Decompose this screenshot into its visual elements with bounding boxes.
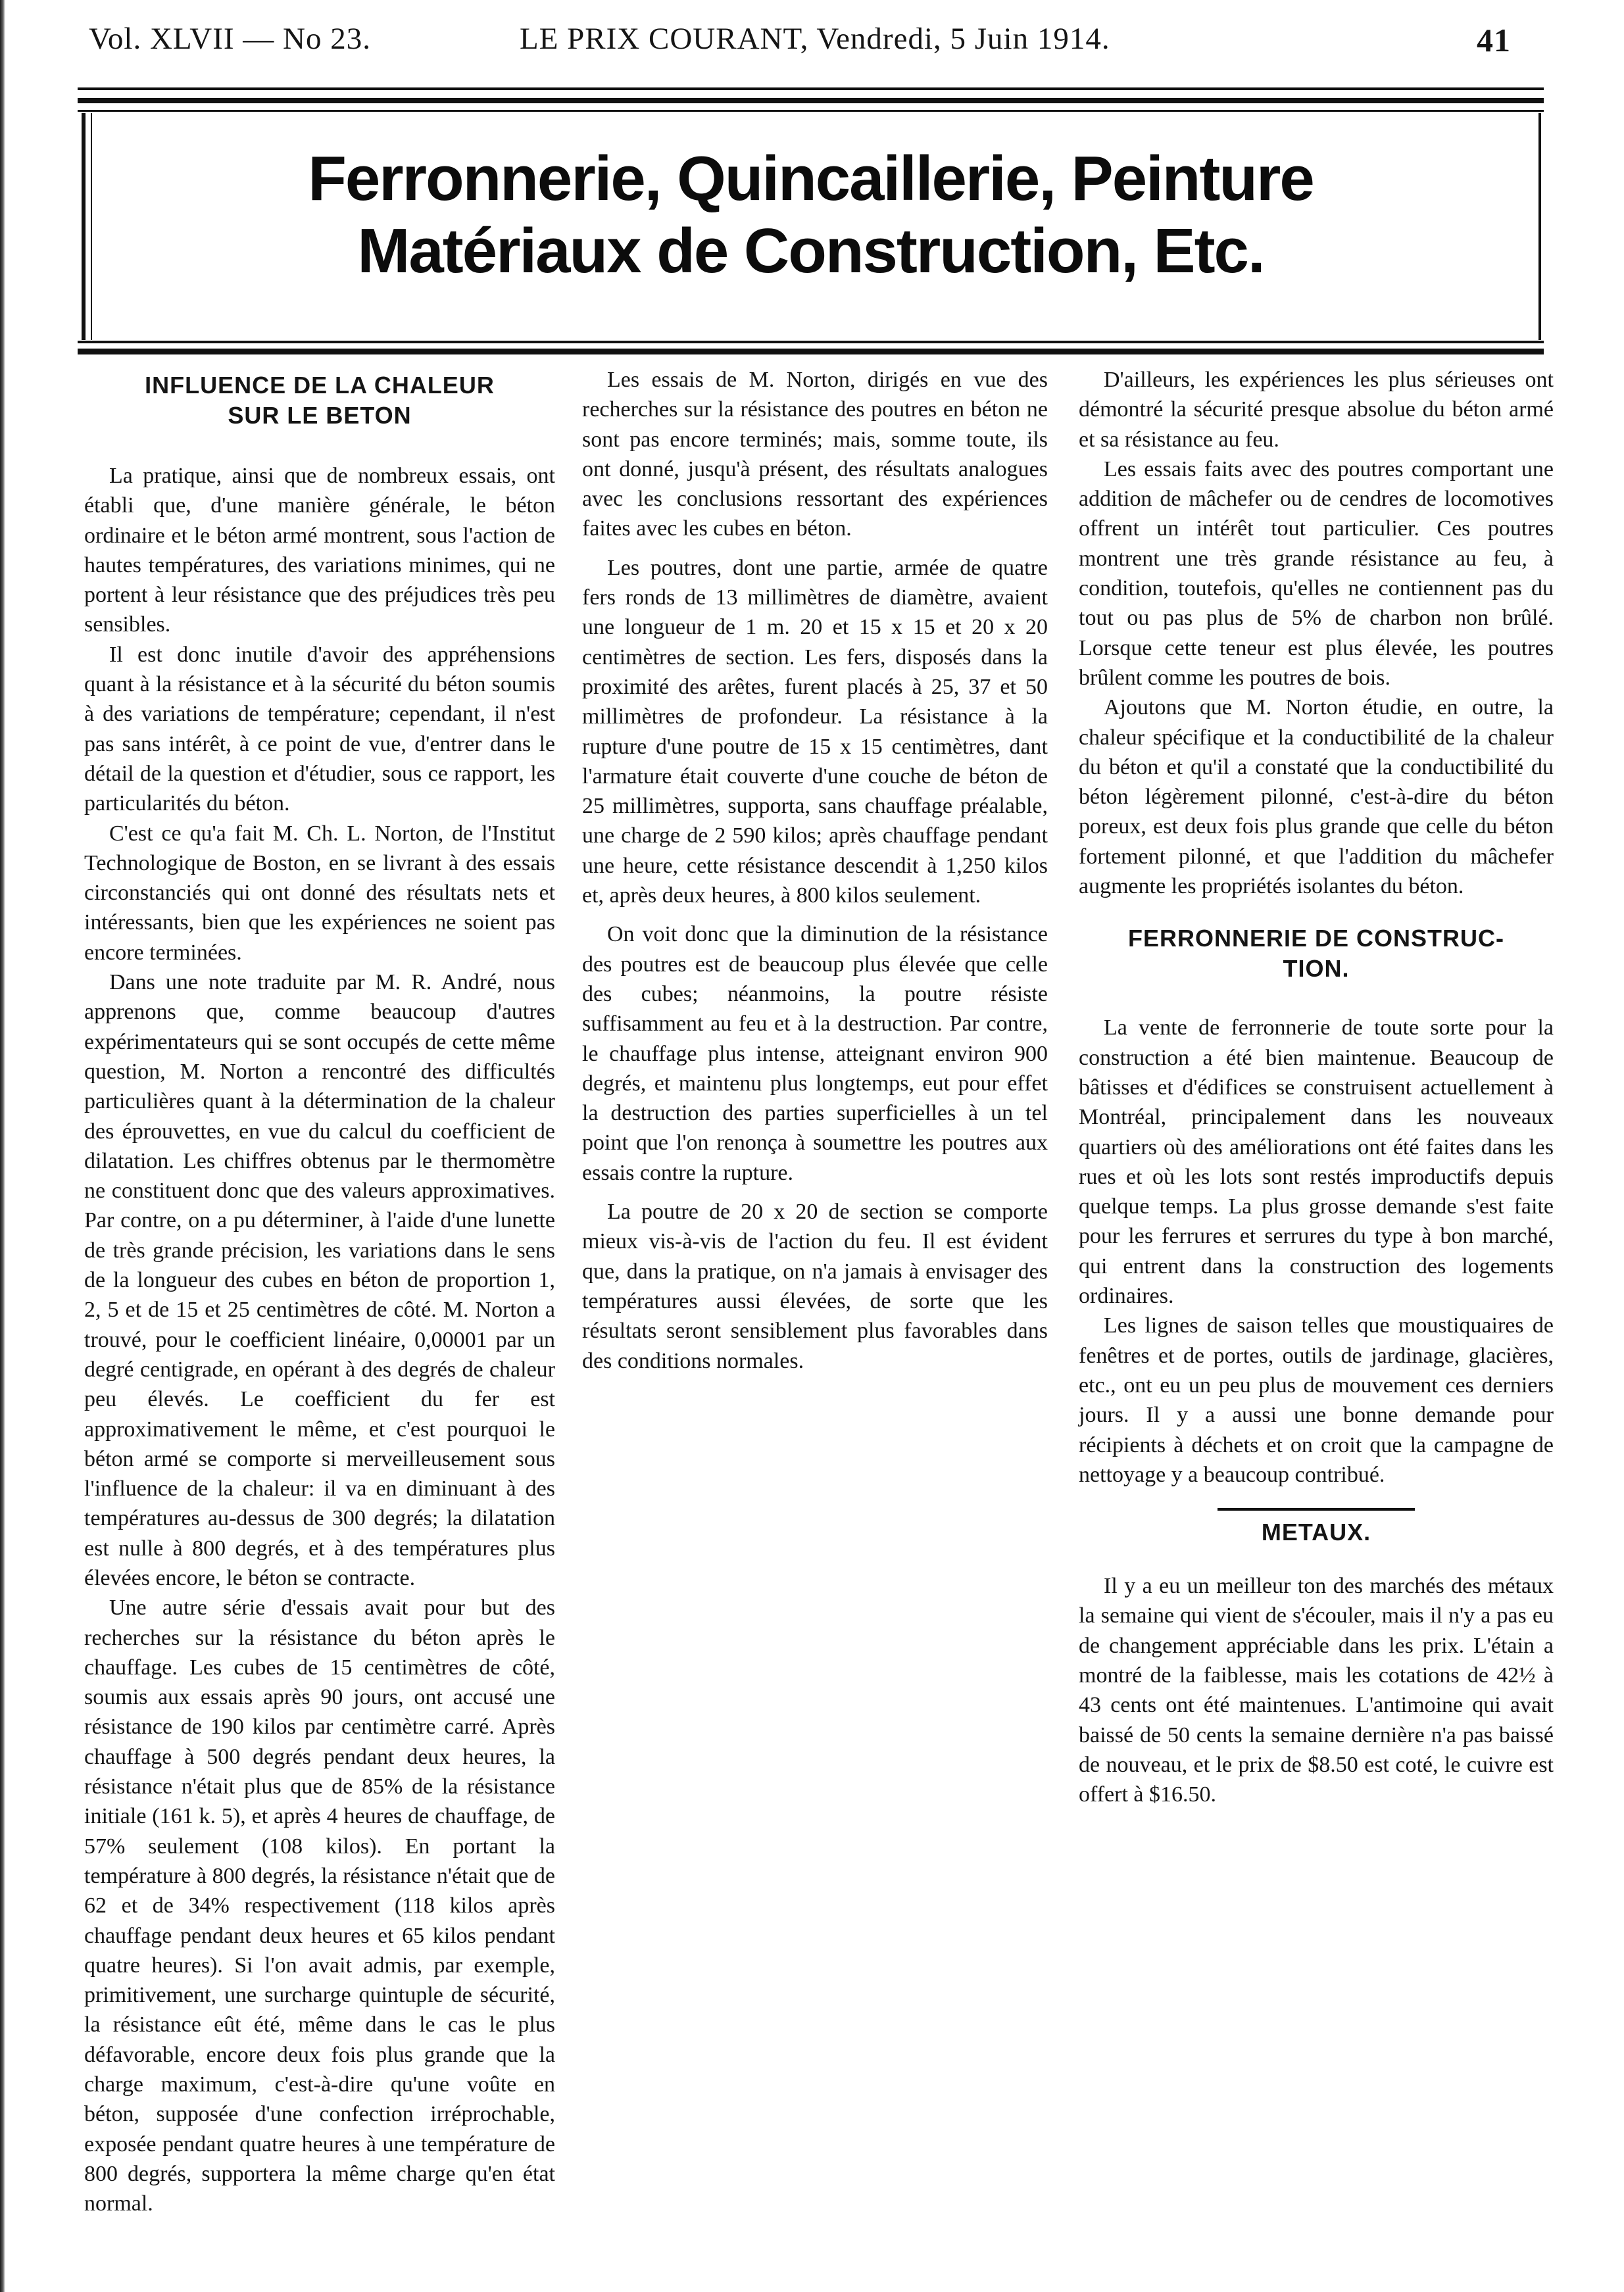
title-rule-thick: [78, 349, 1544, 354]
header-rule-top: [78, 87, 1544, 90]
page-number: 41: [1477, 22, 1511, 59]
article-paragraph: La poutre de 20 x 20 de section se comporte mieux vis-à-vis de l'action du feu. Il est évident que, dans la pratique, on n'a jamais à envisager des températures aussi élevées, de sorte que les résultats seront sensiblement plus favorables dans des conditions normales.: [582, 1200, 1048, 1373]
article-paragraph: La pratique, ainsi que de nombreux essais, ont établi que, d'une manière générale, le béton ordinaire et le béton armé montrent, sous l'action de hautes températures, des variations minimes, qui ne portent à leur résistance que des préjudices très peu sensibles.: [84, 464, 555, 637]
page-scan-edge: [0, 0, 5, 2292]
article-paragraph: La vente de ferronnerie de toute sorte pour la construction a été bien maintenue. Beaucoup de bâtisses et d'édifices se construisent actuellement à Montréal, principalement dans les nouveaux quartiers où des améliorations ont été faites dans les rues et où les lots sont restés improductifs depuis quelque temps. La plus grosse demande s'est faite pour les ferrures et serrures du type à bon marché, qui entrent dans la construction des logements ordinaires.: [1079, 1015, 1554, 1309]
article-paragraph: Une autre série d'essais avait pour but des recherches sur la résistance du béton après le chauffage. Les cubes de 15 centimètres de côté, soumis aux essais après 90 jours, ont accusé une résistance de 190 kilos par centimètre carré. Après chauffage à 500 degrés pendant deux heures, la résistance n'était plus que de 85% de la résistance initiale (161 k. 5), et après 4 heures de chauffage, de 57% seulement (108 kilos). En portant la température à 800 degrés, la résistance n'était que de 62 et de 34% respectivement (118 kilos après chauffage pendant deux heures et 65 kilos pendant quatre heures). Si l'on avait admis, par exemple, primitivement, une surcharge quintuple de sécurité, la résistance eût été, même dans le cas le plus défavorable, encore deux fois plus grande que la charge maximum, c'est-à-dire qu'une voûte en béton, supposée d'une confection irréprochable, exposée pendant quatre heures à une température de 800 degrés, supportera la même charge qu'en état normal.: [84, 1596, 555, 2216]
article-paragraph: Les essais faits avec des poutres comportant une addition de mâchefer ou de cendres de locomotives offrent un intérêt tout particulier. Ces poutres montrent une très grande résistance au feu, à condition, toutefois, qu'elles ne contiennent pas du tout ou pas plus de 5% de charbon non brûlé. Lorsque cette teneur est plus élevée, les poutres brûlent comme les poutres de bois.: [1079, 456, 1554, 690]
article-heading-line2: SUR LE BETON: [228, 402, 412, 429]
article-paragraph: Il y a eu un meilleur ton des marchés des métaux la semaine qui vient de s'écouler, mais il n'y a pas eu de changement appréciable dans les prix. L'étain a montré de la faiblesse, mais les cotations de 42½ à 43 cents ont été maintenues. L'antimoine qui avait baissé de 50 cents la semaine dernière n'a pas baissé de nouveau, et le prix de $8.50 est coté, le cuivre est offert à $16.50.: [1079, 1574, 1554, 1807]
article-paragraph: On voit donc que la diminution de la résistance des poutres est de beaucoup plus élevée que celle des cubes; néanmoins, la poutre résiste suffisamment au feu et à la destruction. Par contre, le chauffage plus intense, atteignant environ 900 degrés, et maintenu plus longtemps, eut pour effet la destruction des parties superficielles à un tel point que l'on renonça à soumettre les poutres aux essais contre la rupture.: [582, 922, 1048, 1185]
article-paragraph: D'ailleurs, les expériences les plus sérieuses ont démontré la sécurité presque absolue du béton armé et sa résistance au feu.: [1079, 368, 1554, 452]
article-paragraph: Les essais de M. Norton, dirigés en vue des recherches sur la résistance des poutres en béton ne sont pas encore terminés; mais, somme toute, ils ont donné, jusqu'à présent, des résultats analogues avec les conclusions ressortant des expériences faites avec les cubes en béton.: [582, 368, 1048, 541]
title-rule-thin: [78, 341, 1544, 343]
article-paragraph: Les poutres, dont une partie, armée de quatre fers ronds de 13 millimètres de diamètre, avaient une longueur de 1 m. 20 et 15 x 15 et 20 x 20 centimètres de section. Les fers, disposés dans la proximité des arêtes, furent placés à 25, 37 et 50 millimètres de profondeur. La résistance à la rupture d'une poutre de 15 x 15 centimètres, dant l'armature était couverte d'une couche de béton de 25 millimètres, supporta, sans chauffage préalable, une charge de 2 590 kilos; après chauffage pendant une heure, cette résistance descendit à 1,250 kilos et, après deux heures, à 800 kilos seulement.: [582, 555, 1048, 908]
article-paragraph: Les lignes de saison telles que moustiquaires de fenêtres et de portes, outils de jardinage, glacières, etc., ont eu un peu plus de mouvement ces derniers jours. Il y a aussi une bonne demande pour récipients à déchets et on croit que la campagne de nettoyage y a beaucoup contribué.: [1079, 1313, 1554, 1487]
section-divider: [1218, 1508, 1415, 1511]
article-heading-line2: TION.: [1283, 955, 1350, 983]
masthead-date: LE PRIX COURANT, Vendredi, 5 Juin 1914.: [520, 22, 1110, 56]
section-title-line1: Ferronnerie, Quincaillerie, Peinture: [308, 143, 1314, 214]
header-rule-thick: [78, 98, 1544, 103]
article-heading-metaux: METAUX.: [1261, 1519, 1371, 1546]
article-heading-line1: FERRONNERIE DE CONSTRUC-: [1127, 925, 1504, 952]
article-heading-line1: INFLUENCE DE LA CHALEUR: [145, 372, 495, 399]
column-3: [1079, 365, 1554, 1809]
article-heading-ferronnerie: [1105, 923, 1527, 984]
section-title-box: [78, 113, 1544, 340]
issue-volume: Vol. XLVII — No 23.: [89, 22, 371, 56]
article-paragraph: C'est ce qu'a fait M. Ch. L. Norton, de l'Institut Technologique de Boston, en se livrant à des essais circonstanciés qui ont donné des résultats nets et intéressants, bien que les expériences ne soient pas encore terminées.: [84, 821, 555, 965]
column-2: [582, 365, 1048, 1376]
article-paragraph: Dans une note traduite par M. R. André, nous apprenons que, comme beaucoup d'autres expérimentateurs qui se sont occupés de cette même question, M. Norton a rencontré des difficultés particulières quant à la détermination de la chaleur des éprouvettes, en vue du calcul du coefficient de dilatation. Les chiffres obtenus par le thermomètre ne constituent donc que des valeurs approximatives. Par contre, on a pu déterminer, à l'aide d'une lunette de très grande précision, les variations dans le sens de la longueur des cubes en béton de proportion 1, 2, 5 et de 15 et 25 centimètres de côté. M. Norton a trouvé, pour le coefficient linéaire, 0,00001 par un degré centigrade, en opérant à des degrés de chaleur peu élevés. Le coefficient du fer est approximativement le même, et c'est pourquoi le béton armé se comporte si merveilleusement sous l'influence de la chaleur: il va en diminuant à des températures au-dessus de 300 degrés; la dilatation est nulle à 800 degrés, et à des températures plus élevées encore, le béton se contracte.: [84, 970, 555, 1590]
section-title-line2: Matériaux de Construction, Etc.: [357, 216, 1264, 286]
article-heading-influence-chaleur: [104, 370, 535, 431]
article-paragraph: Il est donc inutile d'avoir des appréhensions quant à la résistance et à la sécurité du béton soumis à des variations de température; cependant, il n'est pas sans intérêt, à ce point de vue, d'entrer dans le détail de la question et d'étudier, sous ce rapport, les particularités du béton.: [84, 642, 555, 816]
article-paragraph: Ajoutons que M. Norton étudie, en outre, la chaleur spécifique et la conductibilité de la chaleur du béton et qu'il a constaté que la conductibilité du béton légèrement pilonné, c'est-à-dire du béton poreux, est deux fois plus grande que celle du béton fortement pilonné, et que l'addition du mâchefer augmente les propriétés isolantes du béton.: [1079, 695, 1554, 899]
header-rule-thin: [78, 110, 1544, 112]
column-1: [84, 365, 555, 2219]
